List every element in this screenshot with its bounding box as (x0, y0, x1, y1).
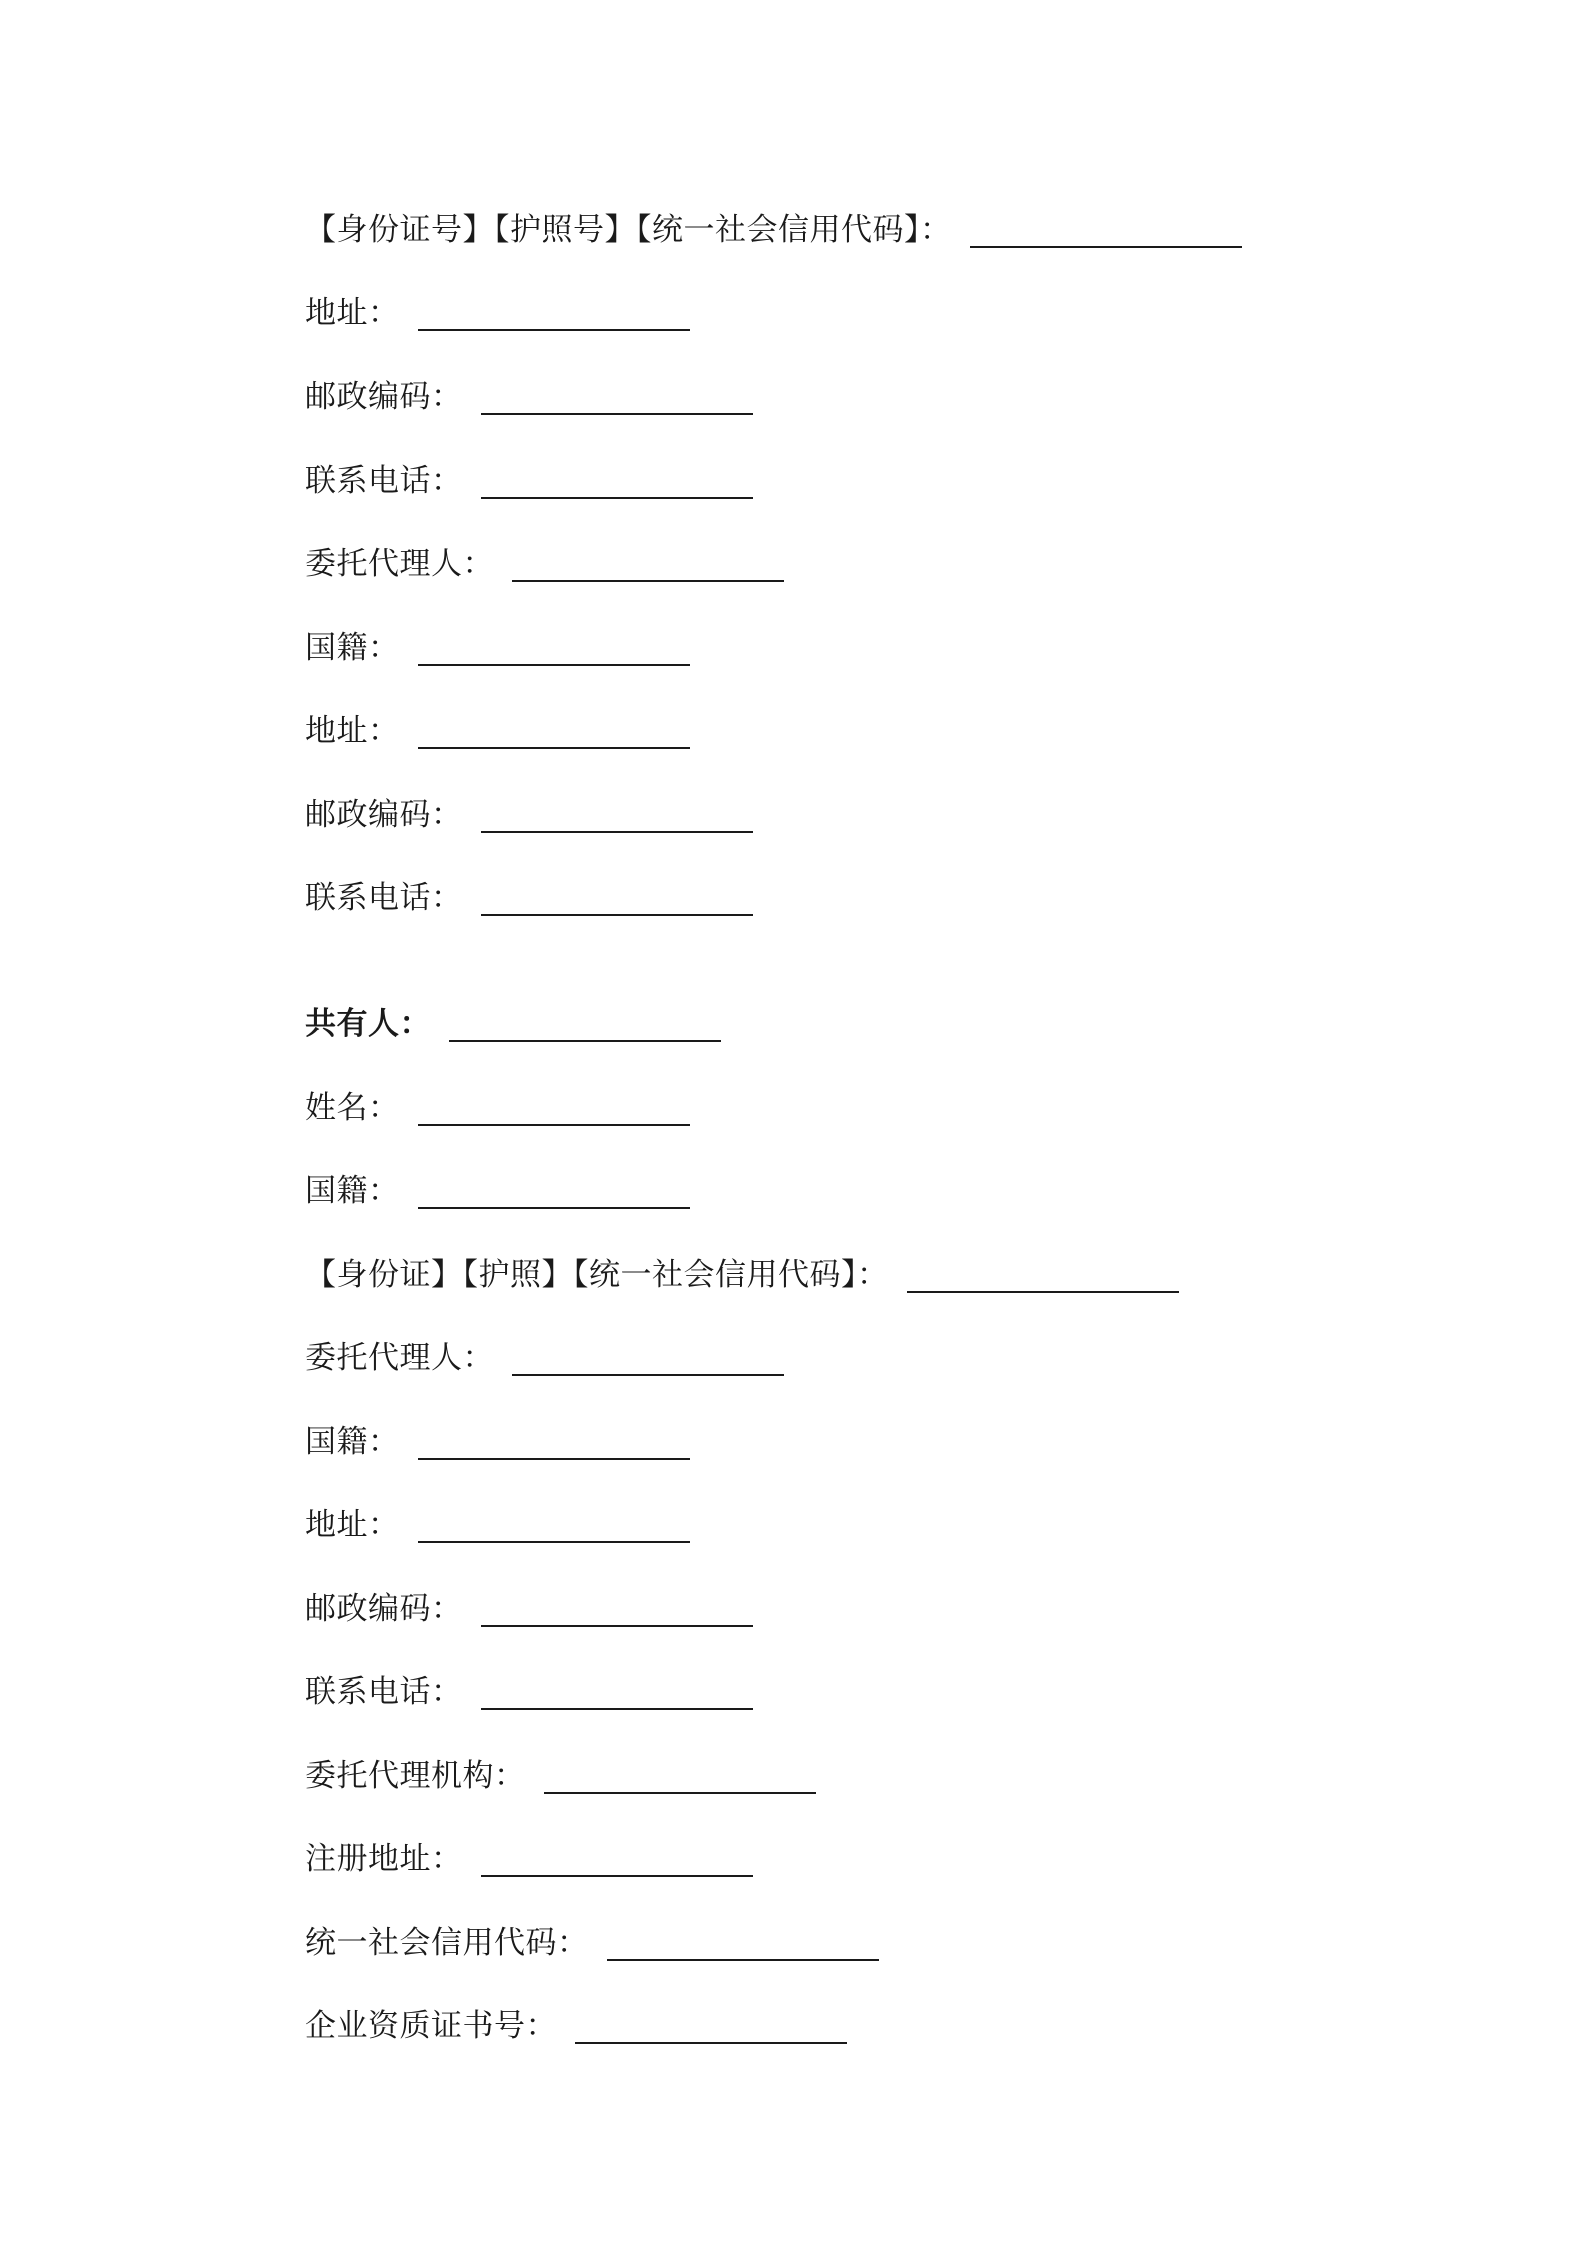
credit-code-label: 统一社会信用代码： (305, 1925, 589, 1961)
agent-row (305, 544, 784, 584)
co-owner-agent-nationality-row (305, 1422, 690, 1462)
agent-address-blank[interactable] (418, 747, 690, 749)
agent-nationality-row (305, 628, 690, 668)
registered-address-label: 注册地址： (305, 1841, 463, 1877)
credit-code-row (305, 1923, 879, 1963)
agent-postcode-label: 邮政编码： (305, 797, 463, 833)
postcode-row (305, 377, 753, 417)
credit-code-blank[interactable] (607, 1959, 879, 1961)
co-owner-name-blank[interactable] (418, 1124, 690, 1126)
agency-row (305, 1756, 816, 1796)
co-owner-agent-phone-label: 联系电话： (305, 1674, 463, 1710)
agent-phone-label: 联系电话： (305, 880, 463, 916)
co-owner-id-blank[interactable] (907, 1291, 1179, 1293)
co-owner-nationality-blank[interactable] (418, 1207, 690, 1209)
co-owner-agent-phone-row (305, 1672, 753, 1712)
co-owner-agent-address-label: 地址： (305, 1507, 400, 1543)
agent-postcode-row (305, 795, 753, 835)
co-owner-agent-nationality-label: 国籍： (305, 1424, 400, 1460)
agency-label: 委托代理机构： (305, 1758, 526, 1794)
co-owner-agent-row (305, 1338, 784, 1378)
phone-row (305, 461, 753, 501)
co-owner-agent-address-blank[interactable] (418, 1541, 690, 1543)
agent-nationality-blank[interactable] (418, 664, 690, 666)
agency-blank[interactable] (544, 1792, 816, 1794)
agent-phone-row (305, 878, 753, 918)
co-owner-agent-nationality-blank[interactable] (418, 1458, 690, 1460)
registered-address-blank[interactable] (481, 1875, 753, 1877)
id-number-blank[interactable] (970, 246, 1242, 248)
co-owner-blank[interactable] (449, 1040, 721, 1042)
qualification-row (305, 2006, 847, 2046)
co-owner-agent-postcode-row (305, 1589, 753, 1629)
co-owner-row (305, 1004, 721, 1044)
co-owner-agent-blank[interactable] (512, 1374, 784, 1376)
postcode-label: 邮政编码： (305, 379, 463, 415)
agent-nationality-label: 国籍： (305, 630, 400, 666)
agent-blank[interactable] (512, 580, 784, 582)
id-number-row (305, 210, 1242, 250)
address-blank[interactable] (418, 329, 690, 331)
agent-phone-blank[interactable] (481, 914, 753, 916)
co-owner-id-row (305, 1255, 1179, 1295)
co-owner-name-row (305, 1088, 690, 1128)
co-owner-id-label: 【身份证】【护照】【统一社会信用代码】： (305, 1257, 889, 1293)
agent-label: 委托代理人： (305, 546, 494, 582)
id-number-label: 【身份证号】【护照号】【统一社会信用代码】： (305, 212, 952, 248)
phone-label: 联系电话： (305, 463, 463, 499)
qualification-blank[interactable] (575, 2042, 847, 2044)
co-owner-agent-phone-blank[interactable] (481, 1708, 753, 1710)
co-owner-nationality-label: 国籍： (305, 1173, 400, 1209)
qualification-label: 企业资质证书号： (305, 2008, 557, 2044)
registered-address-row (305, 1839, 753, 1879)
phone-blank[interactable] (481, 497, 753, 499)
agent-address-row (305, 711, 690, 751)
postcode-blank[interactable] (481, 413, 753, 415)
agent-address-label: 地址： (305, 713, 400, 749)
co-owner-agent-label: 委托代理人： (305, 1340, 494, 1376)
co-owner-nationality-row (305, 1171, 690, 1211)
agent-postcode-blank[interactable] (481, 831, 753, 833)
co-owner-agent-address-row (305, 1505, 690, 1545)
co-owner-agent-postcode-label: 邮政编码： (305, 1591, 463, 1627)
address-row (305, 293, 690, 333)
address-label: 地址： (305, 295, 400, 331)
co-owner-agent-postcode-blank[interactable] (481, 1625, 753, 1627)
co-owner-title: 共有人： (305, 1006, 431, 1042)
co-owner-name-label: 姓名： (305, 1090, 400, 1126)
